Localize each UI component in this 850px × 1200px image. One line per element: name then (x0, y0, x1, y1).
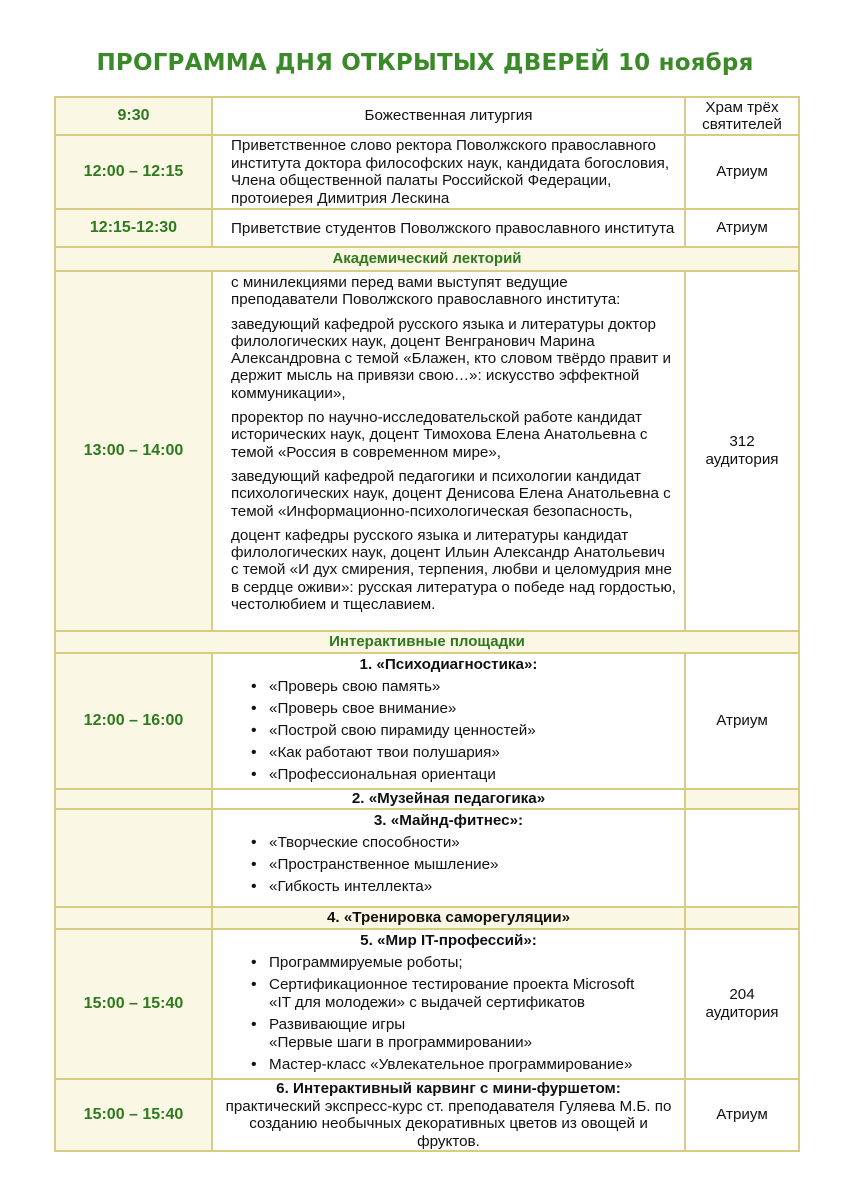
list-item: • «Как работают твои полушария» (219, 744, 678, 762)
list-item-line: «IT для молодежи» с выдачей сертификатов (269, 994, 585, 1011)
activity-heading: 3. «Майнд-фитнес»: (373, 812, 524, 829)
section-header-platforms (55, 631, 799, 653)
list-item: • «Профессиональная ориентаци (219, 766, 678, 784)
event-cell: Приветствие студентов Поволжского православного института (212, 209, 685, 247)
list-item (219, 976, 678, 1012)
schedule-row-self-regulation (55, 907, 799, 929)
activity-list (219, 954, 678, 1074)
lecture-item: проректор по научно-исследовательской работе кандидат исторических наук, доцент Тимохова Елена Анатольевна с темой «Россия в современном мире», (231, 409, 648, 461)
list-item: • Программируемые роботы; (219, 954, 678, 972)
place-cell: Атриум (685, 1079, 799, 1151)
empty-cell (685, 907, 799, 929)
activity-heading: 6. Интерактивный карвинг с мини-фуршетом: (276, 1080, 621, 1097)
place-cell: Атриум (685, 209, 799, 247)
activity-description: практический экспресс-курс ст. преподавателя Гуляева М.Б. по созданию необычных декоративных цветов из овощей и фруктов. (225, 1097, 672, 1150)
section-title: Академический лекторий (55, 247, 799, 271)
place-cell: Храм трёх святителей (685, 97, 799, 135)
list-item: • «Гибкость интеллекта» (219, 878, 678, 896)
section-title: Интерактивные площадки (55, 631, 799, 653)
activity-list (219, 834, 678, 896)
schedule-row-mind-fitness (55, 809, 799, 907)
schedule-row-lectures (55, 271, 799, 631)
activity-cell (212, 1079, 685, 1151)
place-cell (685, 271, 799, 631)
event-cell: Приветственное слово ректора Поволжского православного института доктора философских наук, кандидата богословия, Члена общественной палаты Российской Федерации, протоиерея Димитрия Лескина (212, 135, 685, 209)
activity-heading: 4. «Тренировка саморегуляции» (212, 907, 685, 929)
section-header-lectures (55, 247, 799, 271)
empty-cell (55, 907, 212, 929)
lecture-item: заведующий кафедрой педагогики и психологии кандидат психологических наук, доцент Денисова Елена Анатольевна с темой «Информационно-психологическая безопасность, (231, 467, 671, 520)
empty-cell (55, 809, 212, 907)
room-label: аудитория (705, 1004, 779, 1021)
activity-heading: 2. «Музейная педагогика» (212, 789, 685, 809)
list-item: • «Проверь свою память» (219, 678, 678, 696)
activity-cell (212, 929, 685, 1079)
lecture-item: заведующий кафедрой русского языка и литературы доктор филологических наук, доцент Венгранович Марина Александровна с темой «Блажен, кто словом твёрдо правит и держит мысль на привязи свою…»: искусство эффектной коммуникации», (231, 315, 671, 402)
time-cell: 12:00 – 12:15 (55, 135, 212, 209)
schedule-row-students (55, 209, 799, 247)
lecture-item: доцент кафедры русского языка и литературы кандидат филологических наук, доцент Ильин Александр Анатольевич с темой «И дух смирения, терпения, любви и целомудрия мне в сердце оживи»: русская литература о победе над гордостью, честолюбием и тщеславием. (231, 526, 676, 614)
schedule-row-museum (55, 789, 799, 809)
time-cell: 9:30 (55, 97, 212, 135)
list-item: • «Творческие способности» (219, 834, 678, 852)
time-cell: 15:00 – 15:40 (55, 1079, 212, 1151)
list-item (219, 1016, 678, 1052)
schedule-table (54, 96, 800, 1152)
activity-heading: 1. «Психодиагностика»: (359, 656, 538, 673)
place-cell: Атриум (685, 653, 799, 789)
list-item-line: • Развивающие игры (269, 1016, 406, 1033)
schedule-row-liturgy (55, 97, 799, 135)
room-number: 204 (729, 986, 755, 1003)
lectures-intro: с минилекциями перед вами выступят ведущие преподаватели Поволжского православного института: (231, 274, 621, 309)
time-cell: 12:00 – 16:00 (55, 653, 212, 789)
list-item: • Мастер-класс «Увлекательное программирование» (219, 1056, 678, 1074)
place-cell (685, 929, 799, 1079)
lectures-cell (212, 271, 685, 631)
page-title: ПРОГРАММА ДНЯ ОТКРЫТЫХ ДВЕРЕЙ 10 ноября (96, 50, 754, 76)
event-cell: Божественная литургия (212, 97, 685, 135)
time-cell: 13:00 – 14:00 (55, 271, 212, 631)
activity-cell (212, 653, 685, 789)
place-cell: Атриум (685, 135, 799, 209)
time-cell: 15:00 – 15:40 (55, 929, 212, 1079)
schedule-row-it (55, 929, 799, 1079)
activity-cell (212, 809, 685, 907)
list-item-line: • Сертификационное тестирование проекта Microsoft (269, 976, 635, 993)
list-item: • «Проверь свое внимание» (219, 700, 678, 718)
list-item: • «Пространственное мышление» (219, 856, 678, 874)
room-label: аудитория (705, 451, 779, 468)
schedule-row-psychodiagnostics (55, 653, 799, 789)
activity-list (219, 678, 678, 784)
schedule-row-carving (55, 1079, 799, 1151)
room-number: 312 (729, 433, 755, 450)
empty-cell (685, 809, 799, 907)
list-item-line: «Первые шаги в программировании» (269, 1034, 533, 1051)
empty-cell (55, 789, 212, 809)
empty-cell (685, 789, 799, 809)
schedule-row-rector (55, 135, 799, 209)
list-item: • «Построй свою пирамиду ценностей» (219, 722, 678, 740)
activity-heading: 5. «Мир IT-профессий»: (360, 932, 537, 949)
time-cell: 12:15-12:30 (55, 209, 212, 247)
